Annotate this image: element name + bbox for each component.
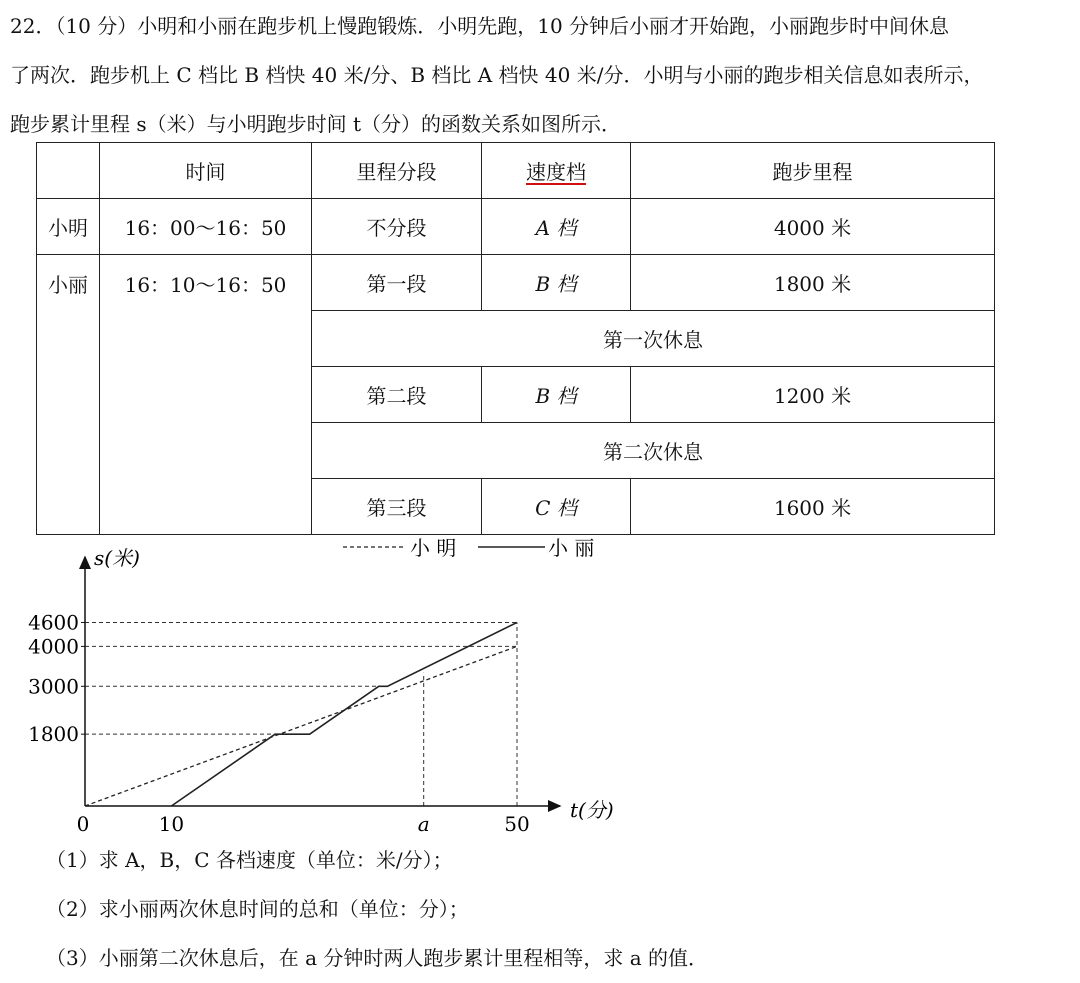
problem-statement [10, 2, 1070, 149]
xiaoming-series-line [85, 646, 517, 806]
xiaoli-rest2: 第二次休息 [312, 423, 995, 479]
header-empty [37, 143, 100, 199]
header-distance: 跑步里程 [631, 143, 995, 199]
tick-labels [28, 610, 530, 836]
question-3: （3）小丽第二次休息后，在 a 分钟时两人跑步累计里程相等，求 a 的值． [46, 946, 709, 970]
xiaoming-gear: A 档 [482, 199, 631, 255]
legend-solid-label: 小 丽 [548, 536, 595, 560]
y-tick-label-4600: 4600 [28, 610, 79, 635]
xiaoli-seg1-gear: B 档 [482, 255, 631, 311]
xiaoli-series-line [171, 622, 517, 806]
xiaoli-seg3-segment: 第三段 [312, 479, 482, 535]
x-tick-label-0: 0 [76, 812, 90, 836]
question-2: （2）求小丽两次休息时间的总和（单位：分）； [46, 897, 469, 921]
problem-line-2: 了两次．跑步机上 C 档比 B 档快 40 米/分、B 档比 A 档快 40 米/分．小明与小丽的跑步相关信息如表所示， [10, 63, 984, 87]
xiaoli-name: 小丽 [37, 255, 100, 535]
y-tick-label-1800: 1800 [28, 722, 79, 747]
header-gear [482, 143, 631, 199]
distance-time-graph [0, 535, 700, 840]
x-tick-label-a: a [417, 812, 430, 836]
xiaoli-seg2-segment: 第二段 [312, 367, 482, 423]
running-info-table [36, 142, 995, 535]
y-tick-label-4000: 4000 [28, 634, 79, 659]
questions [46, 836, 1046, 983]
legend-dashed-label: 小 明 [410, 536, 457, 560]
x-axis-label: t(分) [570, 798, 614, 822]
y-tick-label-3000: 3000 [28, 674, 79, 699]
x-tick-label-10: 10 [158, 812, 185, 836]
y-axis-label: s(米) [94, 546, 140, 570]
header-segment: 里程分段 [312, 143, 482, 199]
xiaoming-name: 小明 [37, 199, 100, 255]
series-group [85, 622, 517, 806]
table-row-xiaoli-seg1 [37, 255, 995, 311]
table-header-row [37, 143, 995, 199]
xiaoli-seg2-distance: 1200 米 [631, 367, 995, 423]
xiaoli-seg1-distance: 1800 米 [631, 255, 995, 311]
xiaoli-seg2-gear: B 档 [482, 367, 631, 423]
header-gear-label: 速度档 [526, 160, 586, 184]
xiaoming-segment: 不分段 [312, 199, 482, 255]
table-row-xiaoming [37, 199, 995, 255]
xiaoli-seg3-distance: 1600 米 [631, 479, 995, 535]
header-time: 时间 [100, 143, 312, 199]
xiaoli-rest1: 第一次休息 [312, 311, 995, 367]
xiaoming-time: 16：00～16：50 [100, 199, 312, 255]
problem-line-1: 22．（10 分）小明和小丽在跑步机上慢跑锻炼．小明先跑，10 分钟后小丽才开始跑，小丽跑步时中间休息 [10, 14, 950, 38]
guide-lines [85, 622, 517, 806]
problem-line-3: 跑步累计里程 s（米）与小明跑步时间 t（分）的函数关系如图所示． [10, 112, 622, 136]
xiaoli-seg3-gear: C 档 [482, 479, 631, 535]
xiaoli-seg1-segment: 第一段 [312, 255, 482, 311]
xiaoli-time: 16：10～16：50 [100, 255, 312, 535]
x-tick-label-50: 50 [504, 812, 530, 836]
question-1: （1）求 A，B，C 各档速度（单位：米/分）； [46, 848, 453, 872]
xiaoming-distance: 4000 米 [631, 199, 995, 255]
